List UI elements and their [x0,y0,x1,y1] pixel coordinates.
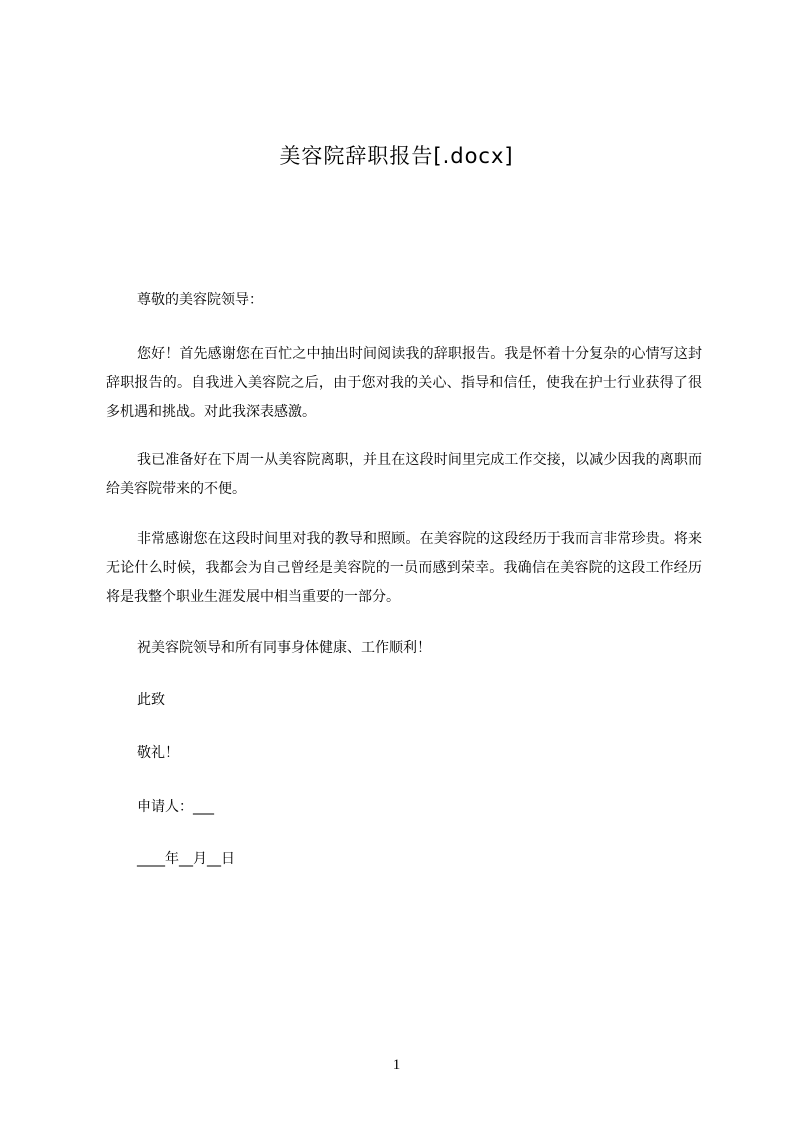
body-paragraph-2: 我已准备好在下周一从美容院离职，并且在这段时间里完成工作交接，以减少因我的离职而给美容院带来的不便。 [106,452,702,497]
applicant-signature-line: 申请人：___ [137,799,214,815]
page-number: 1 [392,1057,401,1073]
body-paragraph-3: 非常感谢您在这段时间里对我的教导和照顾。在美容院的这段经历于我而言非常珍贵。将来无论什么时候，我都会为自己曾经是美容院的一员而感到荣幸。我确信在美容院的这段工作经历将是我整个职业生涯发展中相当重要的一部分。 [106,531,702,605]
date-line: ____年__月__日 [137,851,235,867]
closing-cizhi: 此致 [137,692,165,708]
closing-jingli: 敬礼！ [137,745,179,761]
salutation: 尊敬的美容院领导： [137,292,263,308]
body-paragraph-1: 您好！首先感谢您在百忙之中抽出时间阅读我的辞职报告。我是怀着十分复杂的心情写这封辞职报告的。自我进入美容院之后，由于您对我的关心、指导和信任，使我在护士行业获得了很多机遇和挑战。对此我深表感激。 [106,346,702,420]
closing-wish: 祝美容院领导和所有同事身体健康、工作顺利！ [137,640,431,656]
document-title: 美容院辞职报告[.docx] [279,144,514,168]
